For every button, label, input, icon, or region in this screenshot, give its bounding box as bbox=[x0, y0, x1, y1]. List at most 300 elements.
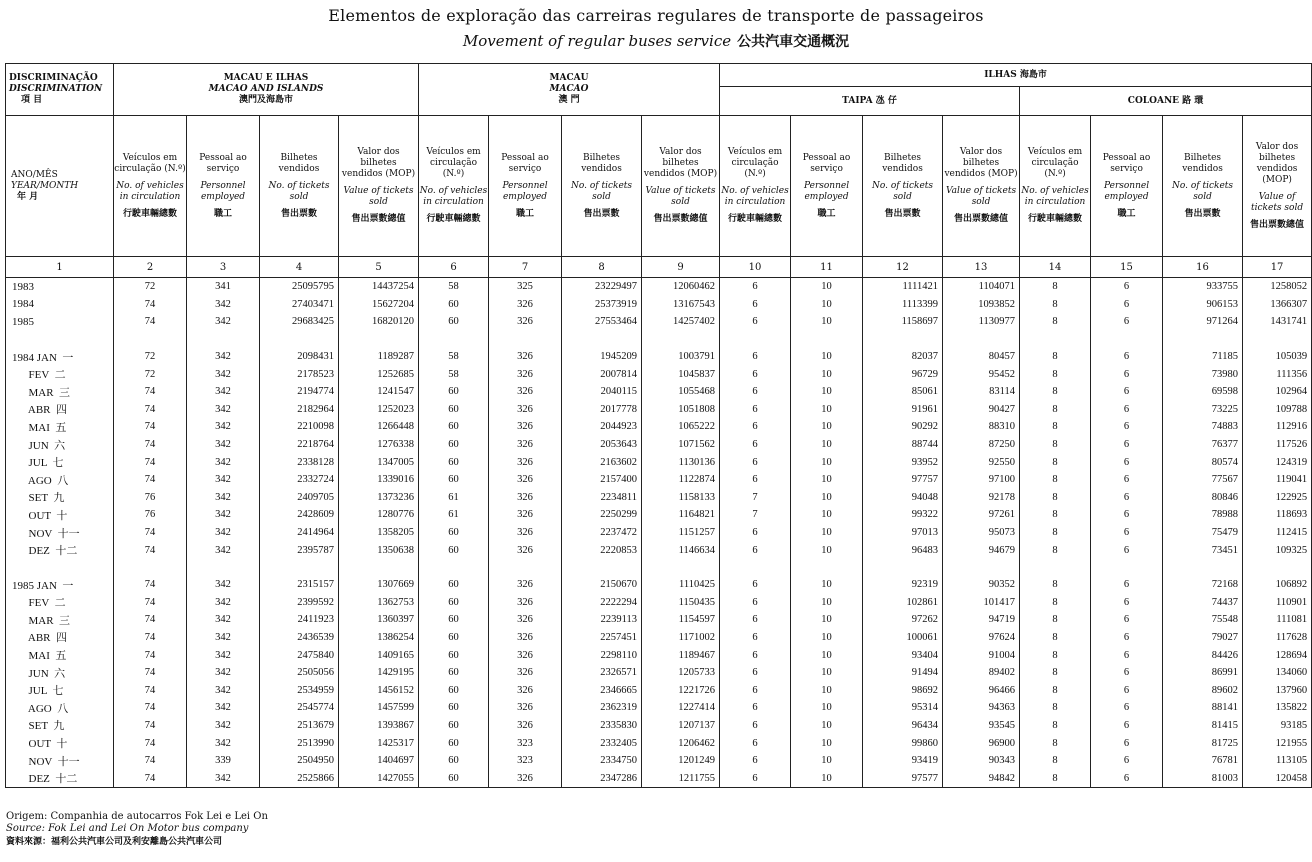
value-cell: 2436539 bbox=[260, 629, 339, 647]
value-label-en: Value of tickets sold bbox=[343, 186, 414, 207]
value-cell: 326 bbox=[489, 489, 562, 507]
value-cell: 27553464 bbox=[562, 313, 642, 331]
value-cell: 10 bbox=[791, 576, 863, 594]
value-cell: 85061 bbox=[863, 383, 943, 401]
value-cell: 10 bbox=[791, 752, 863, 770]
value-cell: 342 bbox=[187, 365, 260, 383]
tickets-label-pt: Bilhetes vendidos bbox=[581, 152, 622, 174]
value-cell: 342 bbox=[187, 418, 260, 436]
value-cell: 60 bbox=[419, 681, 489, 699]
value-cell: 6 bbox=[1091, 278, 1163, 296]
value-cell: 72 bbox=[114, 278, 187, 296]
value-cell: 72168 bbox=[1163, 576, 1243, 594]
period-cell: ABR 四 bbox=[6, 401, 114, 419]
value-cell: 342 bbox=[187, 611, 260, 629]
value-cell bbox=[339, 331, 419, 348]
table-row bbox=[6, 436, 1312, 454]
value-cell: 326 bbox=[489, 611, 562, 629]
period-cell: MAR 三 bbox=[6, 383, 114, 401]
tickets-label-en: No. of tickets sold bbox=[872, 180, 934, 202]
value-cell: 1055468 bbox=[642, 383, 720, 401]
value-cell: 94842 bbox=[943, 769, 1020, 787]
value-cell: 10 bbox=[791, 664, 863, 682]
value-cell: 326 bbox=[489, 717, 562, 735]
period-cell: ABR 四 bbox=[6, 629, 114, 647]
value-cell: 23229497 bbox=[562, 278, 642, 296]
value-cell: 92550 bbox=[943, 453, 1020, 471]
value-cell: 6 bbox=[1091, 699, 1163, 717]
value-cell: 2194774 bbox=[260, 383, 339, 401]
value-cell: 10 bbox=[791, 296, 863, 314]
value-cell: 14437254 bbox=[339, 278, 419, 296]
value-cell bbox=[943, 331, 1020, 348]
value-cell: 8 bbox=[1020, 524, 1091, 542]
value-cell: 95314 bbox=[863, 699, 943, 717]
value-cell bbox=[187, 331, 260, 348]
value-cell: 6 bbox=[720, 664, 791, 682]
value-cell: 339 bbox=[187, 752, 260, 770]
value-cell: 88744 bbox=[863, 436, 943, 454]
period-cell: NOV 十一 bbox=[6, 524, 114, 542]
value-cell: 7 bbox=[720, 506, 791, 524]
period-cell: MAI 五 bbox=[6, 646, 114, 664]
value-cell bbox=[260, 559, 339, 576]
column-number: 4 bbox=[260, 257, 339, 278]
value-cell: 1150435 bbox=[642, 594, 720, 612]
value-cell: 342 bbox=[187, 541, 260, 559]
value-cell: 2220853 bbox=[562, 541, 642, 559]
value-cell: 96483 bbox=[863, 541, 943, 559]
taipa-header: TAIPA 氹 仔 bbox=[720, 87, 1020, 116]
value-label-pt: Valor dos bilhetes vendidos (MOP) bbox=[341, 147, 416, 179]
personnel-label-en: Personnel employed bbox=[502, 180, 548, 202]
value-cell: 326 bbox=[489, 594, 562, 612]
value-cell: 342 bbox=[187, 646, 260, 664]
value-cell: 2513679 bbox=[260, 717, 339, 735]
value-cell: 106892 bbox=[1243, 576, 1312, 594]
value-cell: 71185 bbox=[1163, 348, 1243, 366]
value-cell: 1362753 bbox=[339, 594, 419, 612]
value-cell: 342 bbox=[187, 664, 260, 682]
value-cell: 342 bbox=[187, 489, 260, 507]
anomes-en: YEAR/MONTH bbox=[11, 180, 79, 191]
value-cell: 60 bbox=[419, 699, 489, 717]
value-cell: 326 bbox=[489, 418, 562, 436]
period-cell: SET 九 bbox=[6, 489, 114, 507]
macau-en: MACAO bbox=[549, 84, 589, 94]
value-cell bbox=[642, 331, 720, 348]
value-cell: 90427 bbox=[943, 401, 1020, 419]
value-cell: 2040115 bbox=[562, 383, 642, 401]
value-cell: 10 bbox=[791, 611, 863, 629]
value-cell: 6 bbox=[720, 418, 791, 436]
value-cell: 1945209 bbox=[562, 348, 642, 366]
value-cell: 102861 bbox=[863, 594, 943, 612]
value-cell: 323 bbox=[489, 752, 562, 770]
value-cell: 1258052 bbox=[1243, 278, 1312, 296]
value-cell: 325 bbox=[489, 278, 562, 296]
personnel-header bbox=[187, 116, 260, 257]
value-cell: 89602 bbox=[1163, 681, 1243, 699]
value-cell: 6 bbox=[1091, 524, 1163, 542]
value-cell: 88141 bbox=[1163, 699, 1243, 717]
value-cell: 342 bbox=[187, 313, 260, 331]
value-cell: 8 bbox=[1020, 769, 1091, 787]
value-cell: 1457599 bbox=[339, 699, 419, 717]
table-row bbox=[6, 717, 1312, 735]
value-cell: 10 bbox=[791, 401, 863, 419]
value-cell: 6 bbox=[720, 646, 791, 664]
value-cell: 74437 bbox=[1163, 594, 1243, 612]
vehicles-label-en: No. of vehicles in circulation bbox=[116, 180, 184, 202]
column-number: 9 bbox=[642, 257, 720, 278]
value-cell: 113105 bbox=[1243, 752, 1312, 770]
table-row bbox=[6, 418, 1312, 436]
value-cell: 96466 bbox=[943, 681, 1020, 699]
value-cell: 97013 bbox=[863, 524, 943, 542]
value-cell: 101417 bbox=[943, 594, 1020, 612]
value-cell: 1113399 bbox=[863, 296, 943, 314]
value-cell: 1003791 bbox=[642, 348, 720, 366]
value-cell: 8 bbox=[1020, 418, 1091, 436]
value-cell: 74 bbox=[114, 734, 187, 752]
tickets-label-pt: Bilhetes vendidos bbox=[278, 152, 320, 174]
value-cell: 1347005 bbox=[339, 453, 419, 471]
value-cell: 2525866 bbox=[260, 769, 339, 787]
value-cell: 1110425 bbox=[642, 576, 720, 594]
value-cell: 74 bbox=[114, 401, 187, 419]
value-cell: 7 bbox=[720, 489, 791, 507]
value-cell: 1431741 bbox=[1243, 313, 1312, 331]
value-cell: 109325 bbox=[1243, 541, 1312, 559]
value-cell: 6 bbox=[720, 699, 791, 717]
discrim-pt: DISCRIMINAÇÃO bbox=[9, 73, 98, 83]
source-pt: Origem: Companhia de autocarros Fok Lei e Lei On bbox=[6, 811, 268, 822]
value-cell: 1171002 bbox=[642, 629, 720, 647]
value-cell: 2157400 bbox=[562, 471, 642, 489]
value-cell: 1189287 bbox=[339, 348, 419, 366]
value-cell bbox=[720, 559, 791, 576]
value-cell: 326 bbox=[489, 629, 562, 647]
value-cell: 8 bbox=[1020, 365, 1091, 383]
value-cell: 1339016 bbox=[339, 471, 419, 489]
value-cell: 6 bbox=[1091, 365, 1163, 383]
tickets-header bbox=[562, 116, 642, 257]
table-row bbox=[6, 348, 1312, 366]
value-cell bbox=[1243, 331, 1312, 348]
value-cell: 8 bbox=[1020, 664, 1091, 682]
value-cell: 6 bbox=[1091, 436, 1163, 454]
value-cell: 1386254 bbox=[339, 629, 419, 647]
year-month-header bbox=[6, 116, 114, 257]
value-cell: 8 bbox=[1020, 471, 1091, 489]
value-cell: 1307669 bbox=[339, 576, 419, 594]
value-cell: 6 bbox=[720, 348, 791, 366]
column-number: 3 bbox=[187, 257, 260, 278]
value-cell: 92319 bbox=[863, 576, 943, 594]
value-cell: 60 bbox=[419, 453, 489, 471]
value-cell: 6 bbox=[1091, 383, 1163, 401]
value-cell: 74 bbox=[114, 296, 187, 314]
value-cell bbox=[642, 559, 720, 576]
value-cell bbox=[562, 331, 642, 348]
value-cell: 342 bbox=[187, 471, 260, 489]
value-cell: 6 bbox=[720, 681, 791, 699]
value-cell: 134060 bbox=[1243, 664, 1312, 682]
value-cell: 80846 bbox=[1163, 489, 1243, 507]
value-cell: 1358205 bbox=[339, 524, 419, 542]
value-header bbox=[943, 116, 1020, 257]
value-cell: 2326571 bbox=[562, 664, 642, 682]
value-cell: 10 bbox=[791, 453, 863, 471]
value-cell: 83114 bbox=[943, 383, 1020, 401]
value-cell: 10 bbox=[791, 471, 863, 489]
value-cell: 61 bbox=[419, 506, 489, 524]
value-cell: 6 bbox=[1091, 664, 1163, 682]
period-cell: DEZ 十二 bbox=[6, 541, 114, 559]
value-cell: 118693 bbox=[1243, 506, 1312, 524]
value-cell: 99322 bbox=[863, 506, 943, 524]
value-cell: 93404 bbox=[863, 646, 943, 664]
column-number: 15 bbox=[1091, 257, 1163, 278]
value-cell: 342 bbox=[187, 383, 260, 401]
value-cell: 1211755 bbox=[642, 769, 720, 787]
vehicles-label-zh: 行駛車輛總數 bbox=[122, 208, 177, 219]
value-cell: 8 bbox=[1020, 646, 1091, 664]
value-cell: 6 bbox=[1091, 489, 1163, 507]
value-cell: 1373236 bbox=[339, 489, 419, 507]
value-cell: 326 bbox=[489, 576, 562, 594]
value-cell: 27403471 bbox=[260, 296, 339, 314]
value-cell: 6 bbox=[1091, 348, 1163, 366]
value-cell: 1151257 bbox=[642, 524, 720, 542]
value-cell: 326 bbox=[489, 313, 562, 331]
value-cell: 111081 bbox=[1243, 611, 1312, 629]
value-cell: 8 bbox=[1020, 752, 1091, 770]
value-cell: 6 bbox=[720, 383, 791, 401]
value-cell: 60 bbox=[419, 594, 489, 612]
value-cell: 60 bbox=[419, 401, 489, 419]
value-cell: 1130977 bbox=[943, 313, 1020, 331]
value-cell: 326 bbox=[489, 471, 562, 489]
value-cell: 8 bbox=[1020, 401, 1091, 419]
value-cell: 10 bbox=[791, 365, 863, 383]
discrim-zh: 項 目 bbox=[21, 95, 43, 105]
value-cell: 10 bbox=[791, 734, 863, 752]
table-row bbox=[6, 611, 1312, 629]
value-cell: 1456152 bbox=[339, 681, 419, 699]
value-cell: 1207137 bbox=[642, 717, 720, 735]
value-cell: 25095795 bbox=[260, 278, 339, 296]
value-cell: 60 bbox=[419, 541, 489, 559]
value-cell: 60 bbox=[419, 611, 489, 629]
value-cell: 117628 bbox=[1243, 629, 1312, 647]
value-cell: 10 bbox=[791, 594, 863, 612]
personnel-label-pt: Pessoal ao serviço bbox=[802, 152, 851, 174]
value-cell: 86991 bbox=[1163, 664, 1243, 682]
value-cell: 326 bbox=[489, 646, 562, 664]
value-cell: 90352 bbox=[943, 576, 1020, 594]
value-cell: 10 bbox=[791, 383, 863, 401]
value-cell: 60 bbox=[419, 629, 489, 647]
column-number: 10 bbox=[720, 257, 791, 278]
value-cell: 74 bbox=[114, 646, 187, 664]
table-row bbox=[6, 576, 1312, 594]
value-cell: 10 bbox=[791, 348, 863, 366]
personnel-label-en: Personnel employed bbox=[200, 180, 246, 202]
value-cell bbox=[1091, 559, 1163, 576]
value-cell: 6 bbox=[1091, 646, 1163, 664]
value-label-zh: 售出票數總值 bbox=[351, 214, 406, 224]
tickets-label-pt: Bilhetes vendidos bbox=[882, 152, 923, 174]
value-cell: 112916 bbox=[1243, 418, 1312, 436]
value-cell: 87250 bbox=[943, 436, 1020, 454]
value-cell: 92178 bbox=[943, 489, 1020, 507]
value-cell: 97261 bbox=[943, 506, 1020, 524]
value-cell: 1266448 bbox=[339, 418, 419, 436]
value-cell: 78988 bbox=[1163, 506, 1243, 524]
value-cell: 6 bbox=[720, 296, 791, 314]
value-cell: 2504950 bbox=[260, 752, 339, 770]
value-cell: 84426 bbox=[1163, 646, 1243, 664]
value-cell: 93419 bbox=[863, 752, 943, 770]
value-cell: 1122874 bbox=[642, 471, 720, 489]
value-cell: 135822 bbox=[1243, 699, 1312, 717]
value-cell: 8 bbox=[1020, 681, 1091, 699]
value-cell: 76377 bbox=[1163, 436, 1243, 454]
value-cell: 112415 bbox=[1243, 524, 1312, 542]
value-cell: 120458 bbox=[1243, 769, 1312, 787]
vehicles-label-pt: Veículos em circulação (N.º) bbox=[727, 147, 783, 179]
table-row bbox=[6, 365, 1312, 383]
value-cell: 73451 bbox=[1163, 541, 1243, 559]
value-cell: 326 bbox=[489, 348, 562, 366]
value-cell: 1205733 bbox=[642, 664, 720, 682]
value-cell: 81003 bbox=[1163, 769, 1243, 787]
coloane-header: COLOANE 路 環 bbox=[1020, 87, 1312, 116]
period-cell: FEV 二 bbox=[6, 365, 114, 383]
value-cell: 2534959 bbox=[260, 681, 339, 699]
spacer-row bbox=[6, 331, 1312, 348]
value-cell: 94048 bbox=[863, 489, 943, 507]
value-cell: 2505056 bbox=[260, 664, 339, 682]
personnel-label-pt: Pessoal ao serviço bbox=[199, 152, 247, 174]
value-cell: 342 bbox=[187, 699, 260, 717]
value-cell: 342 bbox=[187, 348, 260, 366]
value-cell: 8 bbox=[1020, 383, 1091, 401]
value-cell: 2298110 bbox=[562, 646, 642, 664]
value-cell: 10 bbox=[791, 769, 863, 787]
table-row bbox=[6, 681, 1312, 699]
value-cell bbox=[1020, 331, 1091, 348]
spacer-row bbox=[6, 559, 1312, 576]
value-cell: 80574 bbox=[1163, 453, 1243, 471]
value-cell: 1111421 bbox=[863, 278, 943, 296]
value-cell: 2218764 bbox=[260, 436, 339, 454]
title-en bbox=[0, 31, 1312, 51]
period-cell: 1985 bbox=[6, 313, 114, 331]
value-label-pt: Valor dos bilhetes vendidos (MOP) bbox=[643, 147, 718, 179]
value-cell: 2346665 bbox=[562, 681, 642, 699]
value-cell: 2332405 bbox=[562, 734, 642, 752]
period-cell: NOV 十一 bbox=[6, 752, 114, 770]
period-cell bbox=[6, 559, 114, 576]
value-cell: 10 bbox=[791, 313, 863, 331]
value-cell: 8 bbox=[1020, 489, 1091, 507]
vehicles-label-zh: 行駛車輛總數 bbox=[728, 214, 783, 224]
period-cell: DEZ 十二 bbox=[6, 769, 114, 787]
value-cell: 1393867 bbox=[339, 717, 419, 735]
value-cell: 342 bbox=[187, 436, 260, 454]
value-cell: 80457 bbox=[943, 348, 1020, 366]
value-cell: 6 bbox=[720, 541, 791, 559]
vehicles-label-zh: 行駛車輛總數 bbox=[426, 214, 481, 224]
value-cell: 2513990 bbox=[260, 734, 339, 752]
value-cell: 81725 bbox=[1163, 734, 1243, 752]
value-cell: 93185 bbox=[1243, 717, 1312, 735]
value-cell: 6 bbox=[1091, 453, 1163, 471]
value-cell: 1093852 bbox=[943, 296, 1020, 314]
value-cell: 6 bbox=[720, 365, 791, 383]
value-cell: 60 bbox=[419, 769, 489, 787]
column-number: 6 bbox=[419, 257, 489, 278]
value-label-pt: Valor dos bilhetes vendidos (MOP) bbox=[944, 147, 1018, 179]
value-cell bbox=[720, 331, 791, 348]
value-cell: 6 bbox=[720, 278, 791, 296]
macau-ilhas-header bbox=[114, 64, 419, 116]
tickets-label-zh: 售出票數 bbox=[583, 208, 620, 219]
value-cell: 342 bbox=[187, 717, 260, 735]
value-cell: 6 bbox=[1091, 717, 1163, 735]
value-cell bbox=[489, 559, 562, 576]
value-cell: 342 bbox=[187, 769, 260, 787]
table-row bbox=[6, 471, 1312, 489]
value-cell: 137960 bbox=[1243, 681, 1312, 699]
value-cell bbox=[1091, 331, 1163, 348]
value-cell: 1221726 bbox=[642, 681, 720, 699]
table-row bbox=[6, 506, 1312, 524]
value-cell bbox=[863, 559, 943, 576]
column-number: 17 bbox=[1243, 257, 1312, 278]
source-en: Source: Fok Lei and Lei On Motor bus company bbox=[6, 823, 249, 834]
value-cell: 76 bbox=[114, 506, 187, 524]
value-cell: 2237472 bbox=[562, 524, 642, 542]
table-row bbox=[6, 296, 1312, 314]
value-cell: 2335830 bbox=[562, 717, 642, 735]
value-cell: 971264 bbox=[1163, 313, 1243, 331]
source-zh: 資料來源：福利公共汽車公司及利安離島公共汽車公司 bbox=[6, 837, 223, 847]
vehicles-label-zh: 行駛車輛總數 bbox=[1028, 214, 1083, 224]
value-header bbox=[1243, 116, 1312, 257]
value-cell: 76 bbox=[114, 489, 187, 507]
macau-ilhas-zh: 澳門及海島市 bbox=[239, 95, 294, 105]
value-cell: 10 bbox=[791, 629, 863, 647]
value-cell: 1104071 bbox=[943, 278, 1020, 296]
value-cell: 1189467 bbox=[642, 646, 720, 664]
value-cell: 10 bbox=[791, 278, 863, 296]
value-cell: 128694 bbox=[1243, 646, 1312, 664]
table-row bbox=[6, 453, 1312, 471]
value-cell bbox=[260, 331, 339, 348]
column-number: 2 bbox=[114, 257, 187, 278]
value-cell: 13167543 bbox=[642, 296, 720, 314]
value-cell: 933755 bbox=[1163, 278, 1243, 296]
table-row bbox=[6, 278, 1312, 296]
value-cell: 77567 bbox=[1163, 471, 1243, 489]
vehicles-header bbox=[419, 116, 489, 257]
value-cell: 74 bbox=[114, 769, 187, 787]
value-cell: 6 bbox=[1091, 629, 1163, 647]
